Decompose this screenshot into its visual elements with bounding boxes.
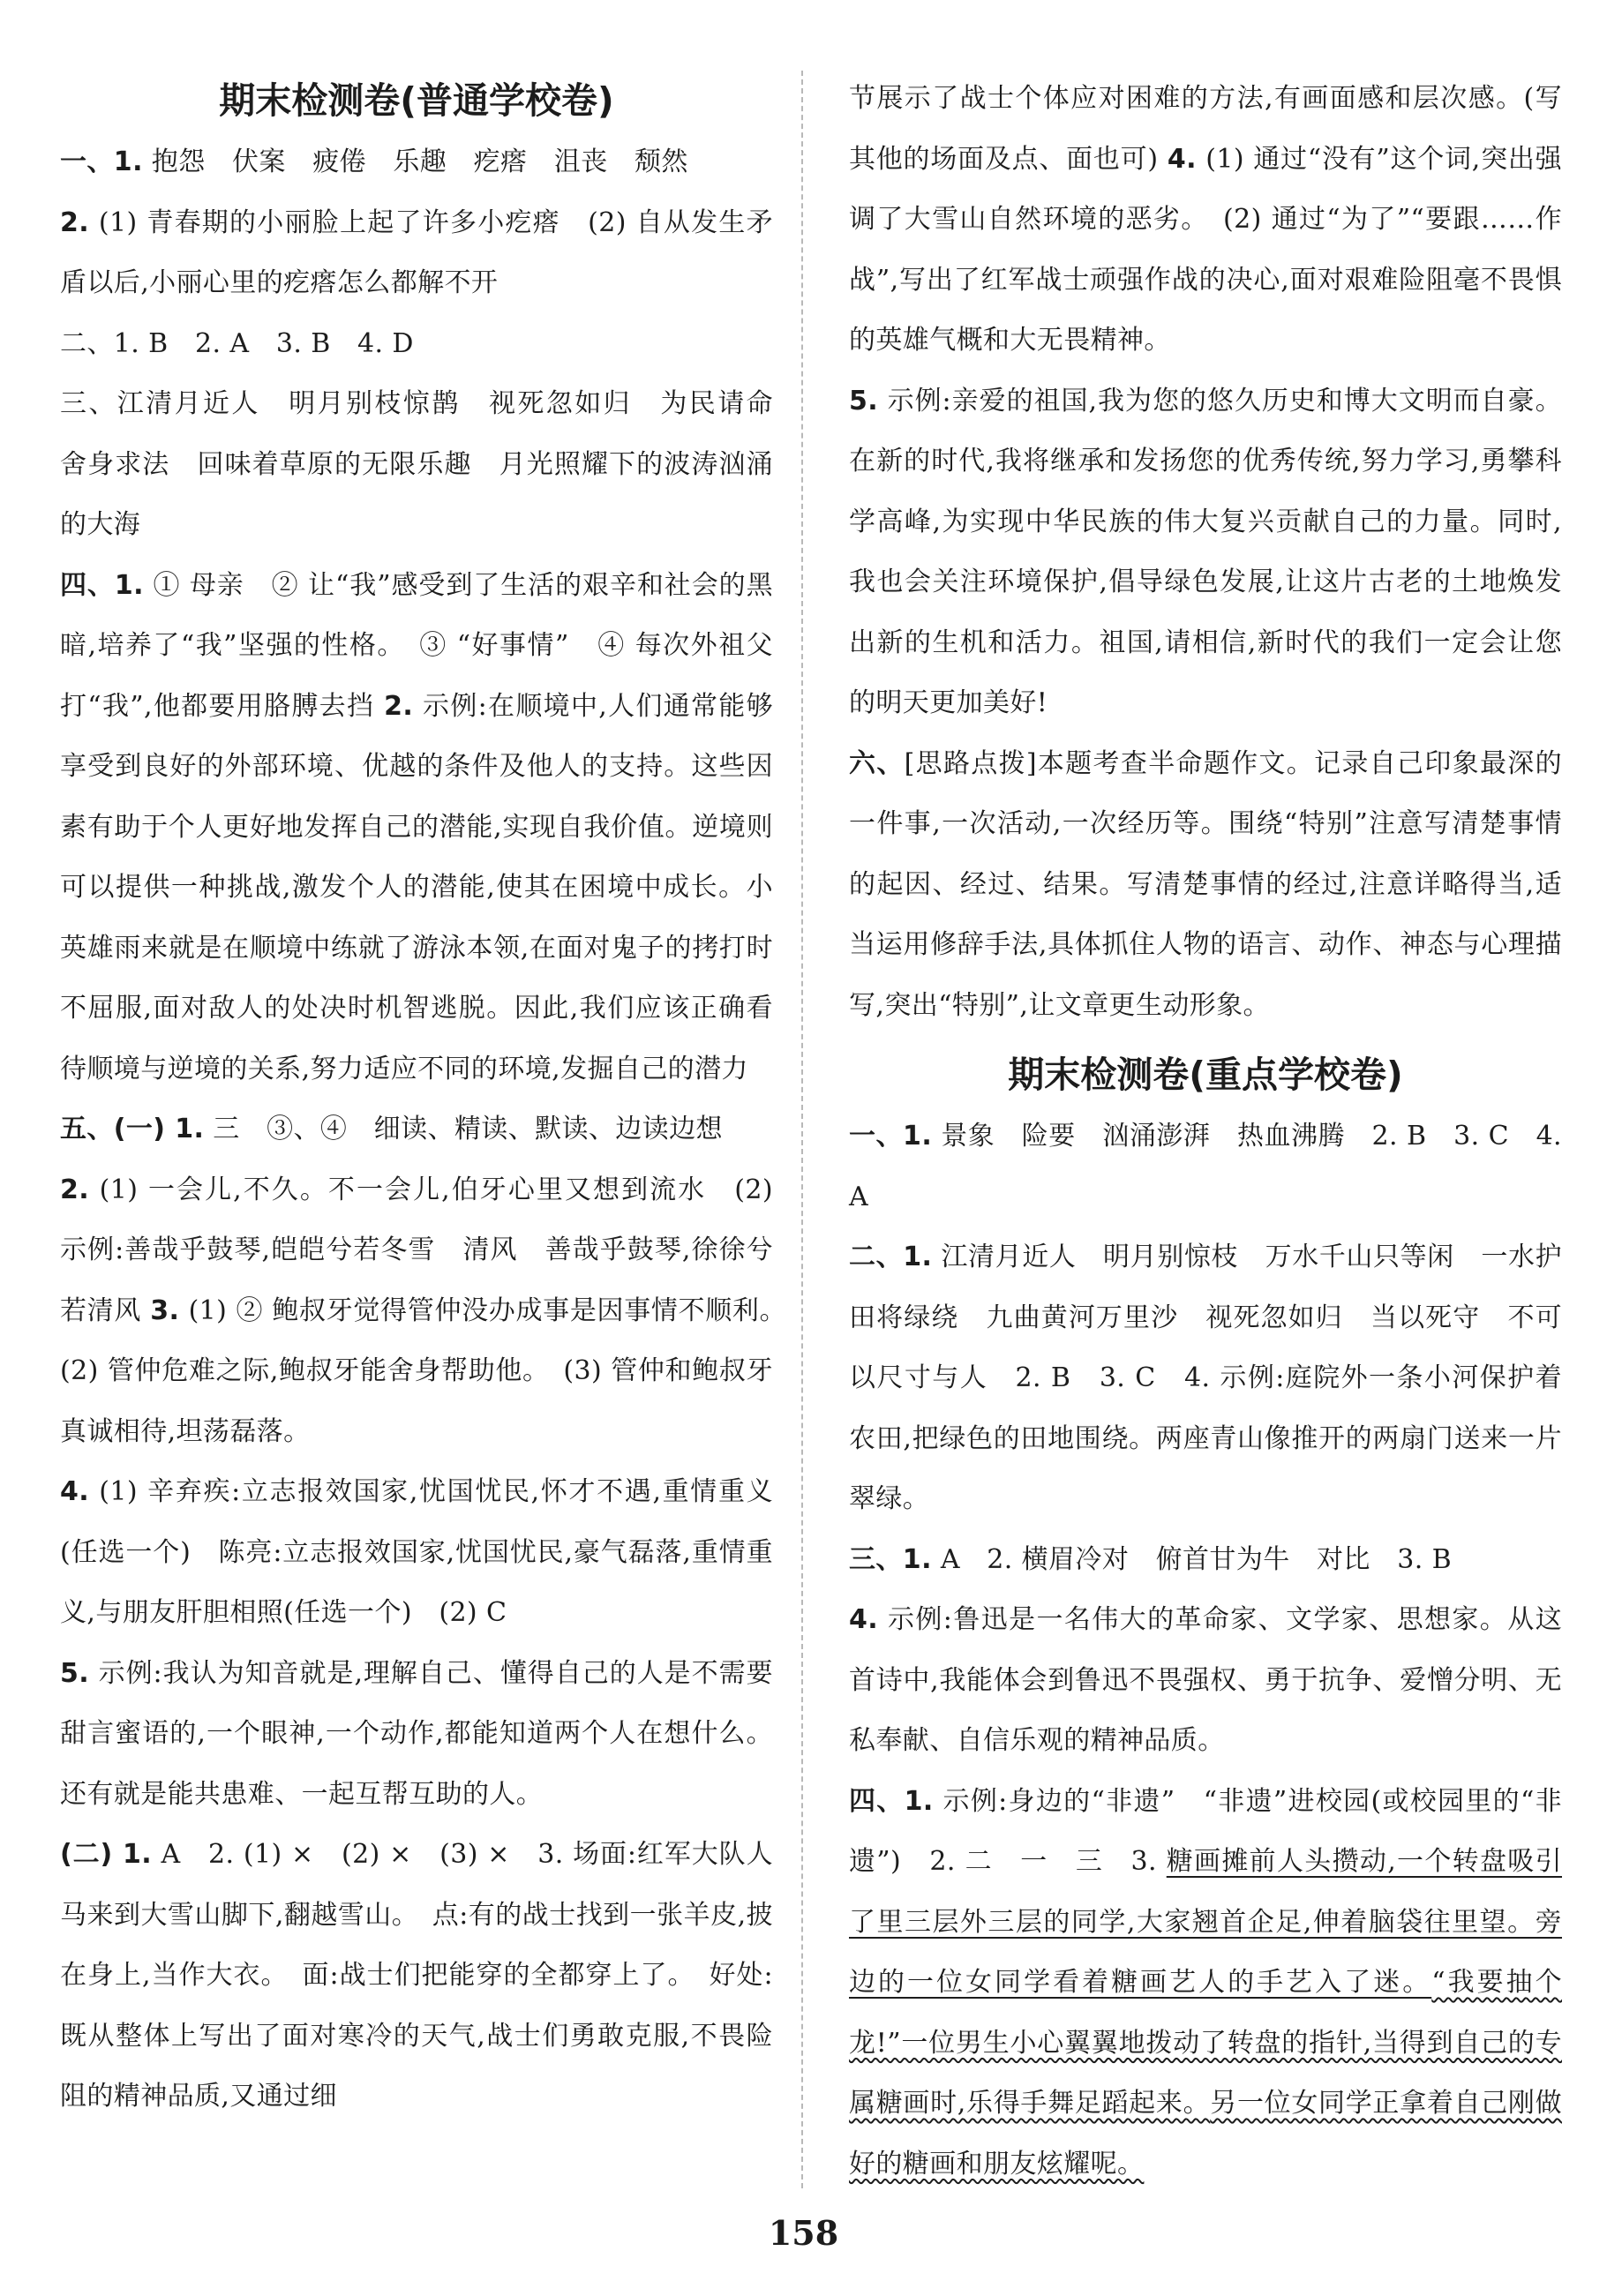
answer-1-2: 2. (1) 青春期的小丽脸上起了许多小疙瘩 (2) 自从发生矛盾以后,小丽心里的疙瘩怎么都解不开 [60,206,773,298]
wavy-underlined-passage-2: 另一位女同学正拿着自己刚做好的糖画和朋友炫耀呢。 [849,2088,1562,2180]
left-column [60,69,800,2127]
page-number: 158 [768,2213,839,2253]
key-answer-4: 四、1. 示例:身边的“非遗” “非遗”进校园(或校园里的“非遗”) 2. 二 一 三 3. 糖画摊前人头攒动,一个转盘吸引了里三层外三层的同学,大家翘首企足,伸着脑袋往里望。旁边的一位女同学看着糖画艺人的手艺入了迷。“我要抽个龙!”一位男生小心翼翼地拨动了转盘的指针,当得到自己的专属糖画时,乐得手舞足蹈起来。另一位女同学正拿着自己刚做好的糖画和朋友炫耀呢。 [849,1785,1562,2180]
answer-1-1: 一、1. 抱怨 伏案 疲倦 乐趣 疙瘩 沮丧 颓然 [60,146,688,177]
answer-5-2: (二) 1. A 2. (1) × (2) × (3) × 3. 场面:红军大队人马来到大雪山脚下,翻越雪山。 点:有的战士找到一张羊皮,披在身上,当作大衣。 面:战士们把能穿的全都穿上了。 好处:既从整体上写出了面对寒冷的天气,战士们勇敢克服,不畏险阻的精神品质,又通过细 [60,1839,773,2112]
key-answer-3: 三、1. A 2. 横眉冷对 俯首甘为牛 对比 3. B [849,1543,1453,1575]
wavy-underlined-passage-1: “我要抽个龙!”一位男生小心翼翼地拨动了转盘的指针,当得到自己的专属糖画时,乐得手舞足蹈起来。 [849,1967,1562,2119]
answer-5-1-5: 5. 示例:我认为知音就是,理解自己、懂得自己的人是不需要甜言蜜语的,一个眼神,一个动作,都能知道两个人在想什么。还有就是能共患难、一起互帮互助的人。 [60,1657,773,1810]
answer-2: 二、1. B 2. A 3. B 4. D [60,327,414,359]
answer-5-1-2: 2. (1) 一会儿,不久。不一会儿,伯牙心里又想到流水 (2) 示例:善哉乎鼓琴,皑皑兮若冬雪 清风 善哉乎鼓琴,徐徐兮若清风 3. (1) ② 鲍叔牙觉得管仲没办成事是因事情不顺利。 (2) 管仲危难之际,鲍叔牙能舍身帮助他。 (3) 管仲和鲍叔牙真诚相待,坦荡磊落。 [60,1174,800,1447]
section-title-ordinary-school: 期末检测卷(普通学校卷) [219,79,614,122]
answer-5-1-4: 4. (1) 辛弃疾:立志报效国家,忧国忧民,怀才不遇,重情重义(任选一个) 陈亮:立志报效国家,忧国忧民,豪气磊落,重情重义,与朋友肝胆相照(任选一个) (2) C [60,1476,773,1628]
answer-3: 三、江清月近人 明月别枝惊鹊 视死忽如归 为民请命 舍身求法 回味着草原的无限乐趣 月光照耀下的波涛汹涌的大海 [60,388,800,540]
key-answer-3-4: 4. 示例:鲁迅是一名伟大的革命家、文学家、思想家。从这首诗中,我能体会到鲁迅不畏强权、勇于抗争、爱憎分明、无私奉献、自信乐观的精神品质。 [849,1604,1563,1756]
answer-6: 六、[思路点拨]本题考查半命题作文。记录自己印象最深的一件事,一次活动,一次经历等。围绕“特别”注意写清楚事情的起因、经过、结果。写清楚事情的经过,注意详略得当,适当运用修辞手法,具体抓住人物的语言、动作、神态与心理描写,突出“特别”,让文章更生动形象。 [849,747,1562,1021]
answer-4-1: 四、1. ① 母亲 ② 让“我”感受到了生活的艰辛和社会的黑暗,培养了“我”坚强的性格。 ③ “好事情” ④ 每次外祖父打“我”,他都要用胳膊去挡 2. 示例:在顺境中,人们通常能够享受到良好的外部环境、优越的条件及他人的支持。这些因素有助于个人更好地发挥自己的潜能,实现自我价值。逆境则可以提供一种挑战,激发个人的潜能,使其在困境中成长。小英雄雨来就是在顺境中练就了游泳本领,在面对鬼子的拷打时不屈服,面对敌人的处决时机智逃脱。因此,我们应该正确看待顺境与逆境的关系,努力适应不同的环境,发掘自己的潜力 [60,569,774,1084]
column-divider [801,71,803,2188]
right-column [849,69,1562,2195]
answer-5-2-5: 5. 示例:亲爱的祖国,我为您的悠久历史和博大文明而自豪。在新的时代,我将继承和发扬您的优秀传统,努力学习,勇攀科学高峰,为实现中华民族的伟大复兴贡献自己的力量。同时,我也会关注环境保护,倡导绿色发展,让这片古老的土地焕发出新的生机和活力。祖国,请相信,新时代的我们一定会让您的明天更加美好! [849,385,1562,718]
key-answer-2: 二、1. 江清月近人 明月别惊枝 万水千山只等闲 一水护田将绿绕 九曲黄河万里沙 视死忽如归 当以死守 不可以尺寸与人 2. B 3. C 4. 示例:庭院外一条小河保护着农田,把绿色的田地围绕。两座青山像推开的两扇门送来一片翠绿。 [849,1242,1563,1514]
answer-5-1-1: 五、(一) 1. 三 ③、④ 细读、精读、默读、边读边想 [60,1114,723,1144]
underlined-passage: 糖画摊前人头攒动,一个转盘吸引了里三层外三层的同学,大家翘首企足,伸着脑袋往里望。旁边的一位女同学看着糖画艺人的手艺入了迷。 [849,1846,1562,1998]
answer-5-2-continued: 节展示了战士个体应对困难的方法,有画面感和层次感。(写其他的场面及点、面也可) 4. (1) 通过“没有”这个词,突出强调了大雪山自然环境的恶劣。 (2) 通过“为了”“要跟……作战”,写出了红军战士顽强作战的决心,面对艰难险阻毫不畏惧的英雄气概和大无畏精神。 [849,83,1563,356]
section-title-key-school: 期末检测卷(重点学校卷) [1008,1054,1403,1096]
key-answer-1: 一、1. 景象 险要 汹涌澎湃 热血沸腾 2. B 3. C 4. A [849,1121,1562,1212]
